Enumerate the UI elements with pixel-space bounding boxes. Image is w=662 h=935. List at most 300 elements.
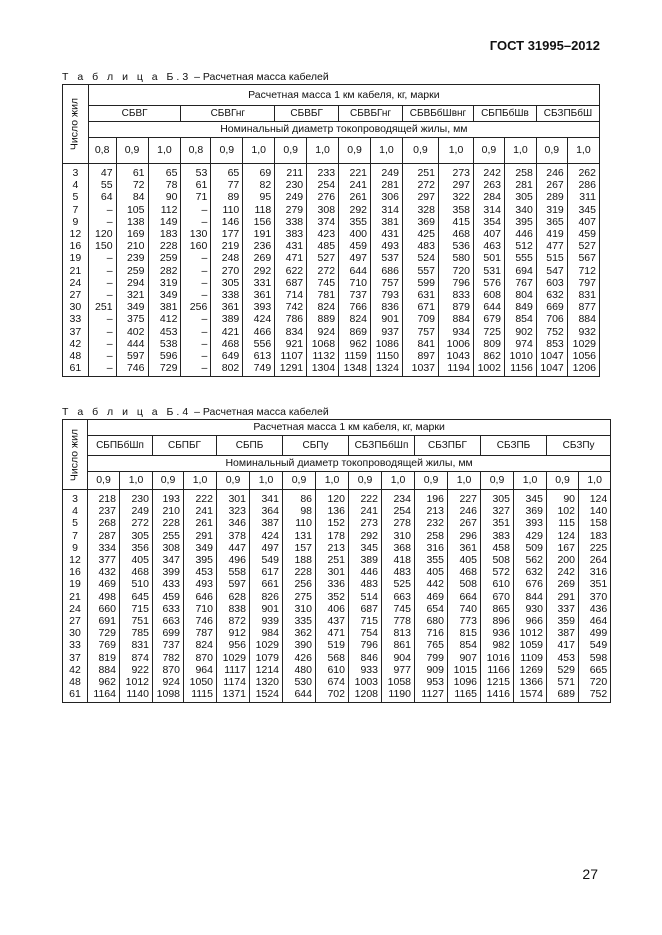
table-cell: 359	[557, 615, 575, 628]
table-cell: 314	[483, 203, 501, 216]
table-cell: 316	[589, 566, 608, 579]
table-cell: 395	[515, 215, 533, 228]
mark-header: СБЗПу	[547, 436, 611, 456]
value-column	[547, 490, 579, 703]
table-cell: –	[106, 362, 113, 375]
table-cell: 112	[160, 203, 178, 216]
table-cell: 974	[515, 337, 533, 350]
cores-value: 37	[69, 325, 82, 338]
table-cell: 622	[285, 264, 304, 277]
table-cell: 328	[417, 203, 435, 216]
table-cell: 228	[159, 240, 178, 253]
table-cell: 269	[557, 578, 575, 591]
table-cell: 786	[285, 313, 304, 326]
table-cell: 291	[195, 529, 213, 542]
table-cell: 512	[515, 240, 533, 253]
value-column	[474, 164, 505, 377]
table-cell: 241	[349, 179, 368, 192]
table-cell: 804	[515, 289, 533, 302]
table-cell: 932	[578, 325, 596, 338]
table-cell: 424	[253, 313, 272, 326]
table-cell: 752	[589, 688, 608, 701]
table-cell: 1096	[453, 676, 477, 689]
table-cell: 498	[98, 590, 116, 603]
diameter-cell: 1,0	[307, 138, 339, 164]
table-cell: 310	[393, 529, 411, 542]
diameter-cell: 1,0	[579, 472, 611, 490]
table-cell: 432	[98, 566, 116, 579]
cores-value: 42	[69, 663, 81, 676]
table-cell: 746	[126, 362, 145, 375]
table-cell: 645	[131, 590, 149, 603]
value-column	[481, 490, 514, 703]
table-cell: 687	[285, 276, 304, 289]
table-cell: 737	[349, 289, 368, 302]
table-cell: 429	[525, 529, 543, 542]
diameter-cell: 1,0	[567, 138, 599, 164]
table-cell: 308	[162, 541, 180, 554]
table-cell: 345	[360, 541, 378, 554]
table-cell: 241	[195, 505, 213, 518]
table-cell: 425	[417, 228, 435, 241]
table-cell: 742	[285, 301, 304, 314]
table-cell: 1098	[156, 688, 180, 701]
table-cell: 254	[317, 179, 336, 192]
table-cell: 833	[452, 289, 471, 302]
table-cell: 483	[393, 566, 411, 579]
table-cell: 345	[525, 493, 543, 505]
table-cell: 644	[294, 688, 312, 701]
table-cell: 661	[261, 578, 279, 591]
table-cell: 249	[381, 167, 399, 179]
table-cell: 1416	[486, 688, 510, 701]
table-cell: 349	[159, 289, 178, 302]
table-cell: 877	[578, 301, 596, 314]
table-cell: 924	[162, 676, 180, 689]
table-cell: 407	[578, 215, 596, 228]
table-cell: 381	[159, 301, 178, 314]
table-cell: –	[106, 264, 113, 277]
table-cell: 402	[126, 325, 145, 338]
cores-value: 61	[69, 362, 82, 375]
table-cell: 272	[131, 517, 149, 530]
table-cell: 1156	[510, 362, 533, 375]
row-header-label: Число жил	[68, 428, 81, 481]
diameter-cell: 1,0	[439, 138, 474, 164]
table-cell: 884	[452, 313, 471, 326]
value-column	[504, 164, 536, 377]
table-cell: –	[201, 325, 208, 338]
table-cell: 1304	[311, 362, 336, 375]
value-column	[514, 490, 547, 703]
table-cell: 446	[515, 228, 533, 241]
table-cell: 749	[253, 362, 272, 375]
table-cell: 757	[417, 325, 435, 338]
table-cell: 227	[459, 493, 477, 505]
table-cell: 813	[393, 627, 411, 640]
table-cell: 1524	[255, 688, 279, 701]
table-cell: 529	[557, 663, 575, 676]
table-cell: 389	[221, 313, 240, 326]
mark-header: СБВБГнг	[339, 106, 403, 122]
table-b4-caption	[62, 406, 329, 418]
value-column	[402, 164, 438, 377]
table-cell: 284	[483, 191, 501, 204]
table-cell: 424	[261, 529, 279, 542]
table-cell: 896	[492, 615, 510, 628]
table-cell: 558	[228, 566, 246, 579]
table-cell: 1190	[388, 688, 411, 701]
value-column	[316, 490, 349, 703]
table-cell: 261	[195, 517, 213, 530]
table-cell: 782	[162, 651, 180, 664]
table-cell: 1574	[519, 688, 543, 701]
table-cell: 263	[483, 179, 501, 192]
mark-header: СБЗПБГ	[415, 436, 481, 456]
table-cell: 314	[381, 203, 399, 216]
table-cell: 901	[381, 313, 399, 326]
table-cell: 953	[426, 676, 444, 689]
table-cell: 267	[546, 179, 564, 192]
table-cell: 167	[557, 541, 575, 554]
table-cell: 242	[557, 566, 575, 579]
table-cell: 752	[546, 325, 564, 338]
table-cell: –	[106, 276, 113, 289]
mark-header: СБВБГ	[275, 106, 339, 122]
table-cell: 674	[327, 676, 345, 689]
table-cell: 415	[452, 215, 471, 228]
diameter-cell: 1,0	[148, 138, 181, 164]
table-cell: 508	[492, 554, 510, 567]
table-cell: 1269	[519, 663, 543, 676]
table-cell: 712	[578, 264, 596, 277]
diameter-cell: 1,0	[504, 138, 536, 164]
table-cell: 305	[515, 191, 533, 204]
table-cell: 469	[98, 578, 116, 591]
value-column	[579, 490, 611, 703]
table-cell: 1132	[312, 350, 336, 363]
table-cell: 499	[589, 627, 608, 640]
table-cell: 178	[327, 529, 345, 542]
table-cell: 292	[349, 203, 368, 216]
table-cell: 613	[253, 350, 272, 363]
table-cell: 399	[162, 566, 180, 579]
table-cell: 218	[98, 493, 116, 505]
diameter-cell: 1,0	[184, 472, 217, 490]
table-cell: 1058	[387, 676, 411, 689]
table-cell: 282	[159, 264, 178, 277]
table-b4	[62, 419, 611, 703]
table-cell: 576	[483, 276, 501, 289]
table-cell: 984	[261, 627, 279, 640]
table-cell: 321	[126, 289, 145, 302]
table-cell: 687	[360, 602, 378, 615]
table-cell: 633	[162, 602, 180, 615]
value-column	[567, 164, 599, 377]
table-cell: 1016	[486, 651, 510, 664]
table-cell: 84	[132, 191, 145, 204]
table-cell: 279	[285, 203, 304, 216]
table-cell: 78	[165, 179, 178, 192]
table-cell: 836	[381, 301, 399, 314]
table-cell: 241	[360, 505, 378, 518]
table-cell: 65	[165, 167, 178, 179]
cores-column	[63, 164, 89, 377]
diameter-cell: 0,9	[415, 472, 448, 490]
mark-header: СБПБ	[217, 436, 283, 456]
table-cell: 130	[189, 228, 208, 241]
table-cell: 468	[452, 228, 471, 241]
table-cell: 597	[126, 350, 145, 363]
table-b3-caption-label: Т а б л и ц а Б.3	[62, 71, 192, 83]
table-cell: 237	[98, 505, 116, 518]
table-cell: 1150	[376, 350, 399, 363]
table-cell: 405	[426, 566, 444, 579]
table-cell: 1214	[255, 663, 279, 676]
table-b4-caption-label: Т а б л и ц а Б.4	[62, 406, 192, 418]
table-cell: 702	[327, 688, 345, 701]
value-column	[153, 490, 184, 703]
table-cell: 924	[317, 325, 336, 338]
diameter-cell: 0,9	[474, 138, 505, 164]
table-cell: 230	[285, 179, 304, 192]
table-cell: 362	[294, 627, 312, 640]
table-cell: 1174	[223, 676, 246, 689]
table-cell: 351	[492, 517, 510, 530]
table-cell: 322	[452, 191, 471, 204]
value-column	[181, 164, 211, 377]
cores-value: 7	[72, 203, 79, 216]
table-cell: 354	[483, 215, 501, 228]
table-cell: 781	[317, 289, 336, 302]
table-cell: 468	[221, 337, 240, 350]
table-cell: 419	[546, 228, 564, 241]
table-cell: 480	[294, 663, 312, 676]
table-cell: 453	[557, 651, 575, 664]
table-cell: 361	[459, 541, 477, 554]
cores-value: 21	[69, 264, 82, 277]
table-cell: 370	[589, 590, 608, 603]
value-column	[217, 490, 250, 703]
table-cell: 259	[126, 264, 145, 277]
table-cell: 956	[228, 639, 246, 652]
table-cell: 1127	[421, 688, 444, 701]
diameter-cell: 0,9	[116, 138, 148, 164]
table-cell: –	[106, 289, 113, 302]
table-cell: 1029	[255, 639, 279, 652]
table-cell: 246	[546, 167, 564, 179]
mark-header: СБПБбШп	[88, 436, 153, 456]
table-cell: 468	[131, 566, 149, 579]
table-cell: 1320	[255, 676, 279, 689]
table-cell: 1206	[572, 362, 596, 375]
table-cell: 725	[483, 325, 501, 338]
table-cell: 538	[159, 337, 178, 350]
table-cell: –	[201, 337, 208, 350]
table-cell: 433	[162, 578, 180, 591]
value-column	[536, 164, 567, 377]
table-cell: 710	[349, 276, 368, 289]
table-cell: 292	[360, 529, 378, 542]
table-cell: 417	[557, 639, 575, 652]
table-cell: 889	[317, 313, 336, 326]
table-cell: 1166	[487, 663, 510, 676]
table-cell: 228	[162, 517, 180, 530]
table-cell: 597	[228, 578, 246, 591]
value-column	[148, 164, 181, 377]
table-cell: 110	[295, 517, 312, 530]
table-cell: 136	[327, 505, 345, 518]
table-cell: 1348	[343, 362, 368, 375]
cores-value: 27	[69, 615, 81, 628]
value-column	[184, 490, 217, 703]
table-cell: 65	[227, 167, 240, 179]
table-cell: 377	[98, 554, 116, 567]
table-cell: 356	[131, 541, 149, 554]
document-header: ГОСТ 31995–2012	[489, 38, 600, 53]
table-cell: 1068	[311, 337, 336, 350]
value-column	[448, 490, 481, 703]
table-cell: –	[201, 203, 208, 216]
table-cell: 1012	[519, 627, 543, 640]
table-cell: 297	[452, 179, 471, 192]
table-cell: 671	[417, 301, 435, 314]
table-cell: 519	[327, 639, 345, 652]
table-cell: 301	[228, 493, 246, 505]
cores-value: 24	[69, 276, 82, 289]
table-cell: 453	[159, 325, 178, 338]
table-cell: 937	[381, 325, 399, 338]
table-cell: 287	[98, 529, 116, 542]
table-cell: 346	[228, 517, 246, 530]
table-cell: 660	[98, 602, 116, 615]
table-cell: 358	[452, 203, 471, 216]
table-cell: 389	[360, 554, 378, 567]
mass-header: Расчетная масса 1 км кабеля, кг, марки	[88, 85, 599, 106]
table-cell: 1043	[446, 350, 471, 363]
table-cell: 1056	[572, 350, 596, 363]
table-cell: 276	[317, 191, 336, 204]
cores-value: 5	[72, 191, 79, 204]
table-cell: 98	[300, 505, 312, 518]
diameter-cell: 0,9	[88, 472, 120, 490]
diameter-cell: 1,0	[243, 138, 275, 164]
cores-value: 30	[69, 627, 81, 640]
table-cell: 444	[126, 337, 145, 350]
table-cell: 436	[589, 602, 608, 615]
table-cell: 496	[228, 554, 246, 567]
table-cell: 120	[327, 493, 345, 505]
table-cell: 301	[327, 566, 345, 579]
diameter-cell: 1,0	[448, 472, 481, 490]
cores-value: 5	[72, 517, 78, 530]
table-cell: 754	[360, 627, 378, 640]
table-cell: 1015	[453, 663, 477, 676]
table-cell: 644	[349, 264, 368, 277]
table-cell: 497	[349, 252, 368, 265]
table-cell: 485	[317, 240, 336, 253]
table-cell: 268	[98, 517, 116, 530]
table-cell: 844	[525, 590, 543, 603]
table-cell: 453	[195, 566, 213, 579]
value-column	[250, 490, 283, 703]
table-cell: 334	[98, 541, 116, 554]
table-cell: 200	[557, 554, 575, 567]
diameter-cell: 0,9	[275, 138, 307, 164]
table-cell: 1208	[354, 688, 378, 701]
table-cell: 797	[578, 276, 596, 289]
table-cell: 61	[195, 179, 208, 192]
table-cell: 338	[221, 289, 240, 302]
table-cell: 524	[417, 252, 435, 265]
table-cell: 1012	[125, 676, 149, 689]
table-cell: 796	[452, 276, 471, 289]
table-cell: 654	[426, 602, 444, 615]
table-cell: 572	[492, 566, 510, 579]
table-cell: 464	[589, 615, 608, 628]
table-cell: 691	[98, 615, 116, 628]
table-cell: 483	[417, 240, 435, 253]
table-cell: 251	[95, 301, 113, 314]
cores-value: 3	[72, 493, 78, 505]
table-cell: 256	[189, 301, 208, 314]
diameter-cell: 0,9	[349, 472, 382, 490]
table-cell: 352	[327, 590, 345, 603]
table-cell: 364	[261, 505, 279, 518]
table-cell: 251	[417, 167, 435, 179]
table-cell: –	[106, 203, 113, 216]
value-column	[307, 164, 339, 377]
table-cell: 514	[360, 590, 378, 603]
table-cell: 213	[327, 541, 345, 554]
table-cell: 680	[426, 615, 444, 628]
table-cell: 437	[327, 615, 345, 628]
table-cell: 819	[98, 651, 116, 664]
diameter-cell: 0,9	[283, 472, 316, 490]
table-cell: 831	[578, 289, 596, 302]
mark-header: СБПБбШв	[474, 106, 537, 122]
table-b3	[62, 84, 600, 377]
table-cell: 769	[98, 639, 116, 652]
table-cell: 146	[221, 215, 240, 228]
table-cell: 297	[417, 191, 435, 204]
table-cell: 225	[589, 541, 608, 554]
table-cell: 61	[132, 167, 145, 179]
table-cell: 221	[349, 167, 368, 179]
table-cell: 854	[515, 313, 533, 326]
table-cell: 219	[221, 240, 240, 253]
table-cell: 115	[558, 517, 575, 530]
table-cell: –	[106, 337, 113, 350]
table-cell: 933	[360, 663, 378, 676]
table-cell: 53	[195, 167, 208, 179]
table-cell: 90	[563, 493, 575, 505]
cores-value: 16	[69, 566, 81, 579]
value-column	[275, 164, 307, 377]
table-cell: 982	[492, 639, 510, 652]
cores-value: 9	[72, 541, 78, 554]
table-cell: 1037	[411, 362, 435, 375]
table-cell: 765	[426, 639, 444, 652]
mark-header: СБЗПБ	[481, 436, 547, 456]
table-cell: 311	[579, 191, 596, 204]
table-cell: 608	[483, 289, 501, 302]
table-cell: –	[106, 215, 113, 228]
table-cell: 319	[546, 203, 564, 216]
table-cell: 234	[393, 493, 411, 505]
table-cell: 191	[253, 228, 272, 241]
table-cell: 720	[452, 264, 471, 277]
